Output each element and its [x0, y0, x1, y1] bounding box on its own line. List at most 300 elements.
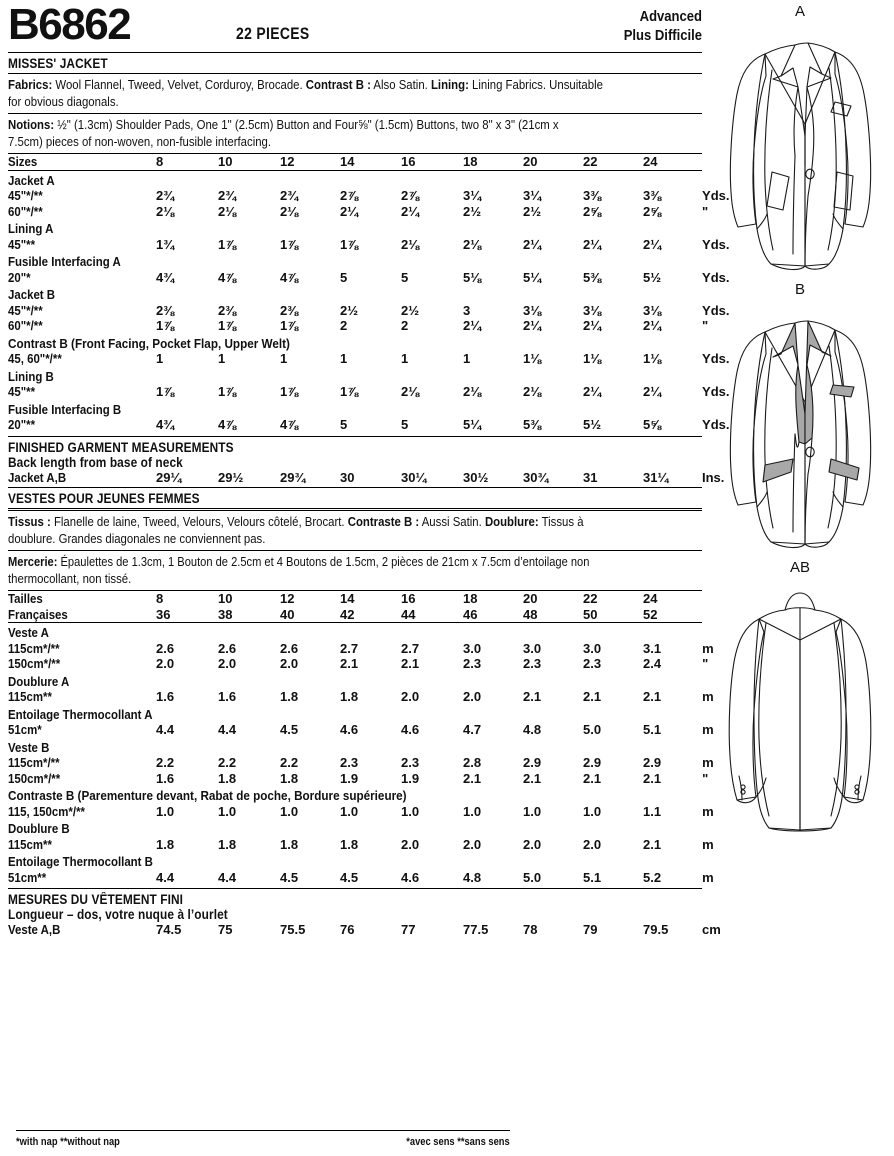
tissus-line-1: Tissus : Flanelle de laine, Tweed, Velours, Velours côtelé, Brocart. Contraste B : Aussi Satin. Doublure: Tissus à	[8, 514, 584, 529]
yardage-cell: 4.4	[156, 869, 175, 885]
row-label: 20"*	[8, 269, 31, 285]
row-label: 115cm*/**	[8, 755, 60, 770]
yardage-cell: 1⅞	[280, 318, 299, 333]
table-group-heading	[8, 285, 702, 303]
table-row: 45"** 1⅞ 1⅞ 1⅞ 1⅞ 2⅛ 2⅛ 2⅛ 2¼ 2¼ Yds.	[8, 384, 730, 399]
yardage-cell: 2.1	[401, 656, 420, 671]
yardage-cell: 1.8	[340, 836, 359, 852]
section-title-english	[8, 53, 702, 73]
yardage-cell: 2.1	[643, 770, 662, 786]
group-label: Jacket A	[8, 172, 55, 188]
yardage-cell: 2.3	[463, 656, 482, 671]
yardage-cell: 4.4	[156, 722, 175, 737]
footnote-english: *with nap **without nap	[16, 1136, 120, 1148]
yardage-cell: 2.6	[280, 640, 299, 656]
yardage-cell: 5	[340, 269, 348, 285]
yardage-cell: 5.0	[583, 722, 602, 737]
yardage-cell: 1.0	[523, 803, 542, 819]
table-group-heading	[8, 705, 702, 723]
yardage-cell: 3¼	[463, 188, 482, 203]
size-header-cell: 52	[643, 606, 658, 622]
row-label: 115cm**	[8, 836, 52, 852]
size-header-cell: 16	[401, 154, 416, 169]
yardage-cell: 2⅛	[463, 384, 482, 399]
table-group-heading	[8, 819, 702, 837]
yardage-cell: 1⅞	[340, 384, 359, 399]
yardage-cell: 2.1	[463, 770, 482, 786]
table-group-heading	[8, 334, 702, 352]
table-row: 51cm** 4.4 4.4 4.5 4.5 4.6 4.8 5.0 5.1 5.2 m	[8, 869, 714, 885]
row-label: Sizes	[8, 154, 38, 169]
pattern-number: B6862	[8, 0, 131, 49]
table-group-heading	[8, 171, 702, 189]
yardage-cell: 2.2	[280, 755, 299, 770]
mercerie-line-1: Mercerie: Épaulettes de 1.3cm, 1 Bouton de 2.5cm et 4 Boutons de 1.5cm, 2 pièces de 21cm x 7.5cm d’entoilage non	[8, 554, 590, 569]
english-finished-table	[8, 469, 725, 486]
yardage-cell: 2	[401, 318, 409, 333]
yardage-cell: 1.0	[401, 803, 420, 819]
table-row: 60"*/** 2⅛ 2⅛ 2⅛ 2¼ 2¼ 2½ 2½ 2⅝ 2⅝ "	[8, 203, 709, 219]
row-label: 115cm**	[8, 689, 52, 704]
yardage-cell: 1.0	[156, 803, 175, 819]
yardage-cell: 2¼	[643, 236, 662, 252]
yardage-cell: 4.7	[463, 722, 482, 737]
french-size-metric-row	[8, 607, 702, 623]
yardage-cell: 2½	[340, 302, 359, 318]
yardage-cell: 2¼	[523, 236, 542, 252]
size-header-cell: 8	[156, 154, 164, 169]
row-label: Françaises	[8, 606, 68, 622]
row-label: 51cm**	[8, 869, 47, 885]
french-size-header-row	[8, 591, 702, 607]
yardage-cell: 2.8	[463, 755, 482, 770]
yardage-cell: 2.3	[340, 755, 359, 770]
table-group-heading	[8, 852, 702, 870]
yardage-cell: 5.0	[523, 869, 542, 885]
row-label: 51cm*	[8, 722, 42, 737]
english-size-header-row	[8, 154, 702, 170]
yardage-cell: 2½	[523, 203, 542, 219]
yardage-cell: 4⅞	[280, 417, 299, 432]
row-label: 150cm*/**	[8, 770, 61, 786]
yardage-cell: 4.6	[401, 869, 420, 885]
yardage-cell: 5.2	[643, 869, 662, 885]
size-header-cell: 16	[401, 591, 416, 606]
yardage-cell: 2.0	[156, 656, 175, 671]
notions-paragraph	[8, 114, 702, 153]
yardage-cell: 76	[340, 922, 355, 937]
row-label: 45, 60"*/**	[8, 351, 62, 366]
table-row: Jacket A,B 29¼ 29½ 29¾ 30 30¼ 30½ 30¾ 31 31¼ Ins.	[8, 469, 725, 485]
group-label: Veste B	[8, 739, 50, 755]
yardage-cell: 2.1	[643, 689, 662, 704]
yardage-cell: 4.5	[280, 869, 299, 885]
row-label: 60"*/**	[8, 203, 43, 219]
yardage-cell: 3¼	[523, 188, 542, 203]
divider	[16, 1130, 510, 1131]
row-label: 45"**	[8, 236, 36, 252]
yardage-cell: 1⅛	[643, 351, 662, 366]
table-row: Veste A,B 74.5 75 75.5 76 77 77.5 78 79 79.5 cm	[8, 922, 721, 937]
yardage-cell: 2.9	[583, 755, 602, 770]
size-header-cell: 48	[523, 606, 538, 622]
yardage-cell: 1⅛	[583, 351, 602, 366]
yardage-cell: 5⅛	[463, 269, 482, 285]
difficulty-block	[624, 8, 702, 46]
yardage-cell: 2¼	[583, 384, 602, 399]
yardage-cell: 2¼	[401, 203, 420, 219]
yardage-cell: 2.1	[523, 689, 542, 704]
table-group-heading	[8, 219, 702, 237]
size-header-cell: 12	[280, 154, 295, 169]
group-label: Lining A	[8, 221, 54, 236]
yardage-cell: 2.2	[156, 755, 175, 770]
group-label: Jacket B	[8, 287, 56, 302]
group-label: Veste A	[8, 625, 49, 640]
illustration-caption-ab: AB	[789, 559, 810, 576]
yardage-cell: 2½	[401, 302, 420, 318]
size-header-cell: 10	[218, 154, 233, 169]
yardage-cell: 79.5	[643, 922, 669, 937]
yardage-cell: 1⅞	[218, 236, 237, 252]
yardage-cell: 1.8	[280, 836, 299, 852]
yardage-cell: 30¼	[401, 469, 427, 485]
fabrics-line-2: for obvious diagonals.	[8, 93, 119, 109]
yardage-cell: 2¼	[583, 318, 602, 333]
yardage-cell: 2¼	[463, 318, 482, 333]
yardage-cell: 5⅜	[583, 269, 602, 285]
yardage-cell: 2.9	[523, 755, 542, 770]
table-row: 115cm** 1.6 1.6 1.8 1.8 2.0 2.0 2.1 2.1 2.1 m	[8, 689, 714, 704]
footnote-bar	[16, 1130, 510, 1148]
row-label: 45"*/**	[8, 188, 43, 203]
yardage-cell: 5½	[643, 269, 662, 285]
yardage-cell: 2.0	[583, 836, 602, 852]
yardage-cell: 2⅛	[280, 203, 299, 219]
yardage-cell: 2.3	[523, 656, 542, 671]
difficulty-english: Advanced	[639, 9, 702, 25]
jacket-front-view-b-drawing	[709, 302, 891, 552]
group-label: Contraste B (Parementure devant, Rabat de poche, Bordure supérieure)	[8, 788, 407, 803]
yardage-cell: 2½	[463, 203, 482, 219]
yardage-cell: 2¾	[218, 188, 237, 203]
yardage-cell: 2¼	[583, 236, 602, 252]
yardage-cell: 1.0	[463, 803, 482, 819]
table-row: 115cm*/** 2.2 2.2 2.2 2.3 2.3 2.8 2.9 2.9 2.9 m	[8, 755, 714, 770]
jacket-front-view-a-drawing	[709, 24, 891, 274]
yardage-cell: 2.3	[401, 755, 420, 770]
yardage-cell: 74.5	[156, 922, 182, 937]
row-label: Jacket A,B	[8, 469, 67, 485]
yardage-cell: 2.0	[523, 836, 542, 852]
illustration-caption-b: B	[794, 281, 805, 298]
table-group-heading	[8, 400, 702, 418]
yardage-cell: 2.0	[463, 836, 482, 852]
jacket-back-view-ab-drawing	[709, 580, 891, 835]
yardage-cell: 3.0	[463, 640, 482, 656]
row-label: 20"**	[8, 417, 36, 432]
yardage-cell: 1⅞	[280, 384, 299, 399]
english-yardage-table	[8, 154, 702, 170]
yardage-cell: 29½	[218, 469, 244, 485]
yardage-cell: 3.0	[583, 640, 602, 656]
illustration-column	[706, 0, 894, 1156]
notions-line-1: Notions: ½" (1.3cm) Shoulder Pads, One 1" (2.5cm) Button and Four⅝" (1.5cm) Buttons, two 8" x 3" (21cm x	[8, 117, 559, 132]
yardage-cell: 2.1	[523, 770, 542, 786]
table-row: 60"*/** 1⅞ 1⅞ 1⅞ 2 2 2¼ 2¼ 2¼ 2¼ "	[8, 318, 709, 333]
yardage-cell: 4.5	[280, 722, 299, 737]
size-header-cell: 44	[401, 606, 416, 622]
size-header-cell: 12	[280, 591, 295, 606]
table-row: 20"* 4¾ 4⅞ 4⅞ 5 5 5⅛ 5¼ 5⅜ 5½ Yds.	[8, 269, 730, 285]
group-label: Doublure A	[8, 673, 70, 689]
table-row: 115, 150cm*/** 1.0 1.0 1.0 1.0 1.0 1.0 1.0 1.0 1.1 m	[8, 803, 714, 819]
yardage-cell: 1.0	[583, 803, 602, 819]
fabrics-paragraph	[8, 74, 702, 113]
yardage-cell: 1.8	[156, 836, 175, 852]
illustration-a	[706, 2, 894, 274]
yardage-cell: 3⅛	[523, 302, 542, 318]
yardage-cell: 4¾	[156, 269, 175, 285]
yardage-cell: 4.5	[340, 869, 359, 885]
yardage-cell: 1.8	[218, 770, 237, 786]
yardage-cell: 3⅜	[583, 188, 602, 203]
yardage-cell: 2.1	[583, 770, 602, 786]
yardage-cell: 2.6	[218, 640, 237, 656]
yardage-cell: 2⅜	[218, 302, 237, 318]
yardage-cell: 1	[218, 351, 226, 366]
yardage-cell: 2.1	[643, 836, 662, 852]
size-header-cell: 50	[583, 606, 598, 622]
yardage-cell: 1	[463, 351, 471, 366]
size-header-cell: 40	[280, 606, 295, 622]
yardage-cell: 3⅛	[583, 302, 602, 318]
yardage-cell: 30	[340, 469, 355, 485]
yardage-cell: 1⅞	[218, 384, 237, 399]
yardage-cell: 3	[463, 302, 471, 318]
notions-line-2: 7.5cm) pieces of non-woven, non-fusible interfacing.	[8, 133, 272, 149]
yardage-cell: 5.1	[643, 722, 662, 737]
yardage-cell: 5½	[583, 417, 602, 432]
group-label: Lining B	[8, 368, 54, 384]
group-label: Fusible Interfacing B	[8, 401, 122, 417]
footnote-french: *avec sens **sans sens	[406, 1136, 510, 1148]
yardage-cell: 30¾	[523, 469, 549, 485]
yardage-cell: 2.7	[401, 640, 420, 656]
yardage-cell: 5⅝	[643, 417, 662, 432]
yardage-cell: 4.8	[523, 722, 542, 737]
yardage-cell: 1.6	[156, 689, 175, 704]
yardage-cell: 1	[340, 351, 348, 366]
yardage-cell: 79	[583, 922, 598, 937]
size-header-cell: 20	[523, 591, 538, 606]
english-yardage-rows	[8, 171, 730, 433]
yardage-cell: 2¼	[643, 384, 662, 399]
contrast-lapel-fill	[773, 321, 831, 444]
size-header-cell: 42	[340, 606, 355, 622]
yardage-cell: 1	[280, 351, 288, 366]
yardage-cell: 1⅛	[523, 351, 542, 366]
yardage-cell: 1.0	[340, 803, 359, 819]
yardage-cell: 1⅞	[218, 318, 237, 333]
yardage-cell: 2.6	[156, 640, 175, 656]
yardage-cell: 1.0	[218, 803, 237, 819]
yardage-cell: 1.1	[643, 803, 662, 819]
yardage-cell: 2.4	[643, 656, 662, 671]
yardage-cell: 5¼	[463, 417, 482, 432]
yardage-cell: 2⅝	[583, 203, 602, 219]
size-header-cell: 20	[523, 154, 538, 169]
yardage-cell: 31	[583, 469, 598, 485]
table-row: 45"** 1¾ 1⅞ 1⅞ 1⅞ 2⅛ 2⅛ 2¼ 2¼ 2¼ Yds.	[8, 236, 730, 252]
size-header-cell: 24	[643, 591, 658, 606]
size-header-cell: 14	[340, 591, 355, 606]
yardage-cell: 1.8	[340, 689, 359, 704]
group-label: Entoilage Thermocollant B	[8, 854, 153, 869]
mercerie-line-2: thermocollant, non tissé.	[8, 570, 132, 586]
yardage-cell: 1⅞	[156, 384, 175, 399]
row-label: Tailles	[8, 591, 43, 606]
yardage-cell: 2.0	[401, 689, 420, 704]
yardage-cell: 1.9	[340, 770, 359, 786]
yardage-cell: 1	[156, 351, 164, 366]
table-row: 51cm* 4.4 4.4 4.5 4.6 4.6 4.7 4.8 5.0 5.1 m	[8, 722, 714, 737]
row-label: 150cm*/**	[8, 656, 61, 671]
yardage-cell: 5	[340, 417, 348, 432]
table-group-heading	[8, 252, 702, 270]
yardage-cell: 29¾	[280, 469, 306, 485]
table-row: 115cm** 1.8 1.8 1.8 1.8 2.0 2.0 2.0 2.0 2.1 m	[8, 836, 714, 852]
yardage-cell: 1.8	[218, 836, 237, 852]
table-row: 45, 60"*/** 1 1 1 1 1 1 1⅛ 1⅛ 1⅛ Yds.	[8, 351, 730, 366]
yardage-cell: 4¾	[156, 417, 175, 432]
yardage-cell: 2⅛	[156, 203, 175, 219]
row-label: 60"*/**	[8, 318, 43, 333]
envelope-header	[8, 0, 702, 52]
finished-measurements-subtitle-french: Longueur – dos, votre nuque à l’ourlet	[8, 907, 228, 922]
yardage-cell: 1.6	[156, 770, 175, 786]
mercerie-paragraph	[8, 551, 702, 590]
section-title-english-text: MISSES' JACKET	[8, 56, 108, 71]
yardage-cell: 2.3	[583, 656, 602, 671]
yardage-cell: 2.1	[340, 656, 359, 671]
yardage-cell: 5¼	[523, 269, 542, 285]
yardage-cell: 3.1	[643, 640, 662, 656]
size-header-cell: 18	[463, 591, 478, 606]
piece-count: 22 PIECES	[236, 24, 310, 43]
group-label: Fusible Interfacing A	[8, 254, 121, 269]
french-yardage-rows	[8, 623, 714, 885]
yardage-cell: 1⅞	[156, 318, 175, 333]
yardage-cell: 4.8	[463, 869, 482, 885]
row-label: Veste A,B	[8, 922, 61, 937]
illustration-ab	[706, 558, 894, 835]
yardage-cell: 2.0	[280, 656, 299, 671]
finished-measurements-title-french: MESURES DU VÊTEMENT FINI	[8, 892, 184, 907]
yardage-cell: 1.8	[280, 770, 299, 786]
size-header-cell: 18	[463, 154, 478, 169]
size-header-cell: 14	[340, 154, 355, 169]
table-group-heading	[8, 786, 702, 804]
size-header-cell: 22	[583, 591, 598, 606]
yardage-cell: 2⅜	[156, 302, 175, 318]
yardage-cell: 4.6	[401, 722, 420, 737]
table-row: 45"*/** 2⅜ 2⅜ 2⅜ 2½ 2½ 3 3⅛ 3⅛ 3⅛ Yds.	[8, 302, 730, 318]
yardage-cell: 2⅛	[401, 384, 420, 399]
yardage-cell: 3⅜	[643, 188, 662, 203]
illustration-b	[706, 280, 894, 552]
yardage-cell: 4⅞	[280, 269, 299, 285]
yardage-cell: 31¼	[643, 469, 669, 485]
size-header-cell: 38	[218, 606, 233, 622]
tissus-paragraph	[8, 511, 702, 550]
yardage-cell: 4.4	[218, 722, 237, 737]
yardage-cell: 1.0	[280, 803, 299, 819]
finished-measurements-title: FINISHED GARMENT MEASUREMENTS	[8, 439, 234, 455]
table-group-heading	[8, 672, 702, 690]
yardage-cell: 75.5	[280, 922, 306, 937]
yardage-cell: 4⅞	[218, 417, 237, 432]
table-group-heading	[8, 623, 702, 641]
yardage-cell: 2.0	[218, 656, 237, 671]
table-row: 45"*/** 2¾ 2¾ 2¾ 2⅞ 2⅞ 3¼ 3¼ 3⅜ 3⅜ Yds.	[8, 188, 730, 203]
size-header-cell: 10	[218, 591, 233, 606]
yardage-cell: 2.0	[463, 689, 482, 704]
size-header-cell: 24	[643, 154, 658, 169]
size-header-cell: 46	[463, 606, 478, 622]
yardage-cell: 1.6	[218, 689, 237, 704]
yardage-cell: 2.2	[218, 755, 237, 770]
yardage-cell: 5.1	[583, 869, 602, 885]
yardage-cell: 1⅞	[340, 236, 359, 252]
yardage-cell: 75	[218, 922, 233, 937]
yardage-cell: 1	[401, 351, 409, 366]
group-label: Contrast B (Front Facing, Pocket Flap, Upper Welt)	[8, 335, 290, 351]
spec-text-column	[8, 0, 730, 1156]
french-size-header-table	[8, 591, 702, 622]
yardage-cell: 2¼	[643, 318, 662, 333]
group-label: Entoilage Thermocollant A	[8, 706, 153, 722]
yardage-cell: 3.0	[523, 640, 542, 656]
yardage-cell: 2.0	[401, 836, 420, 852]
yardage-cell: 2¼	[340, 203, 359, 219]
group-label: Doublure B	[8, 821, 70, 836]
row-label: 115, 150cm*/**	[8, 803, 85, 819]
row-label: 45"**	[8, 384, 36, 399]
yardage-cell: 2⅛	[463, 236, 482, 252]
yardage-cell: 1.9	[401, 770, 420, 786]
yardage-cell: 2⅞	[340, 188, 359, 203]
yardage-cell: 2¼	[523, 318, 542, 333]
yardage-cell: 2.7	[340, 640, 359, 656]
yardage-cell: 77	[401, 922, 416, 937]
yardage-cell: 2	[340, 318, 348, 333]
yardage-cell: 2.9	[643, 755, 662, 770]
table-group-heading	[8, 738, 702, 756]
yardage-cell: 1¾	[156, 236, 175, 252]
table-row: 150cm*/** 2.0 2.0 2.0 2.1 2.1 2.3 2.3 2.3 2.4 "	[8, 656, 709, 671]
french-finished-table	[8, 922, 721, 938]
yardage-cell: 2⅝	[643, 203, 662, 219]
table-row: 150cm*/** 1.6 1.8 1.8 1.9 1.9 2.1 2.1 2.1 2.1 "	[8, 770, 709, 786]
yardage-cell: 2⅛	[401, 236, 420, 252]
yardage-cell: 5	[401, 269, 409, 285]
size-header-cell: 22	[583, 154, 598, 169]
yardage-cell: 4.6	[340, 722, 359, 737]
yardage-cell: 5	[401, 417, 409, 432]
finished-measurements-subtitle: Back length from base of neck	[8, 454, 183, 470]
yardage-cell: 5⅜	[523, 417, 542, 432]
